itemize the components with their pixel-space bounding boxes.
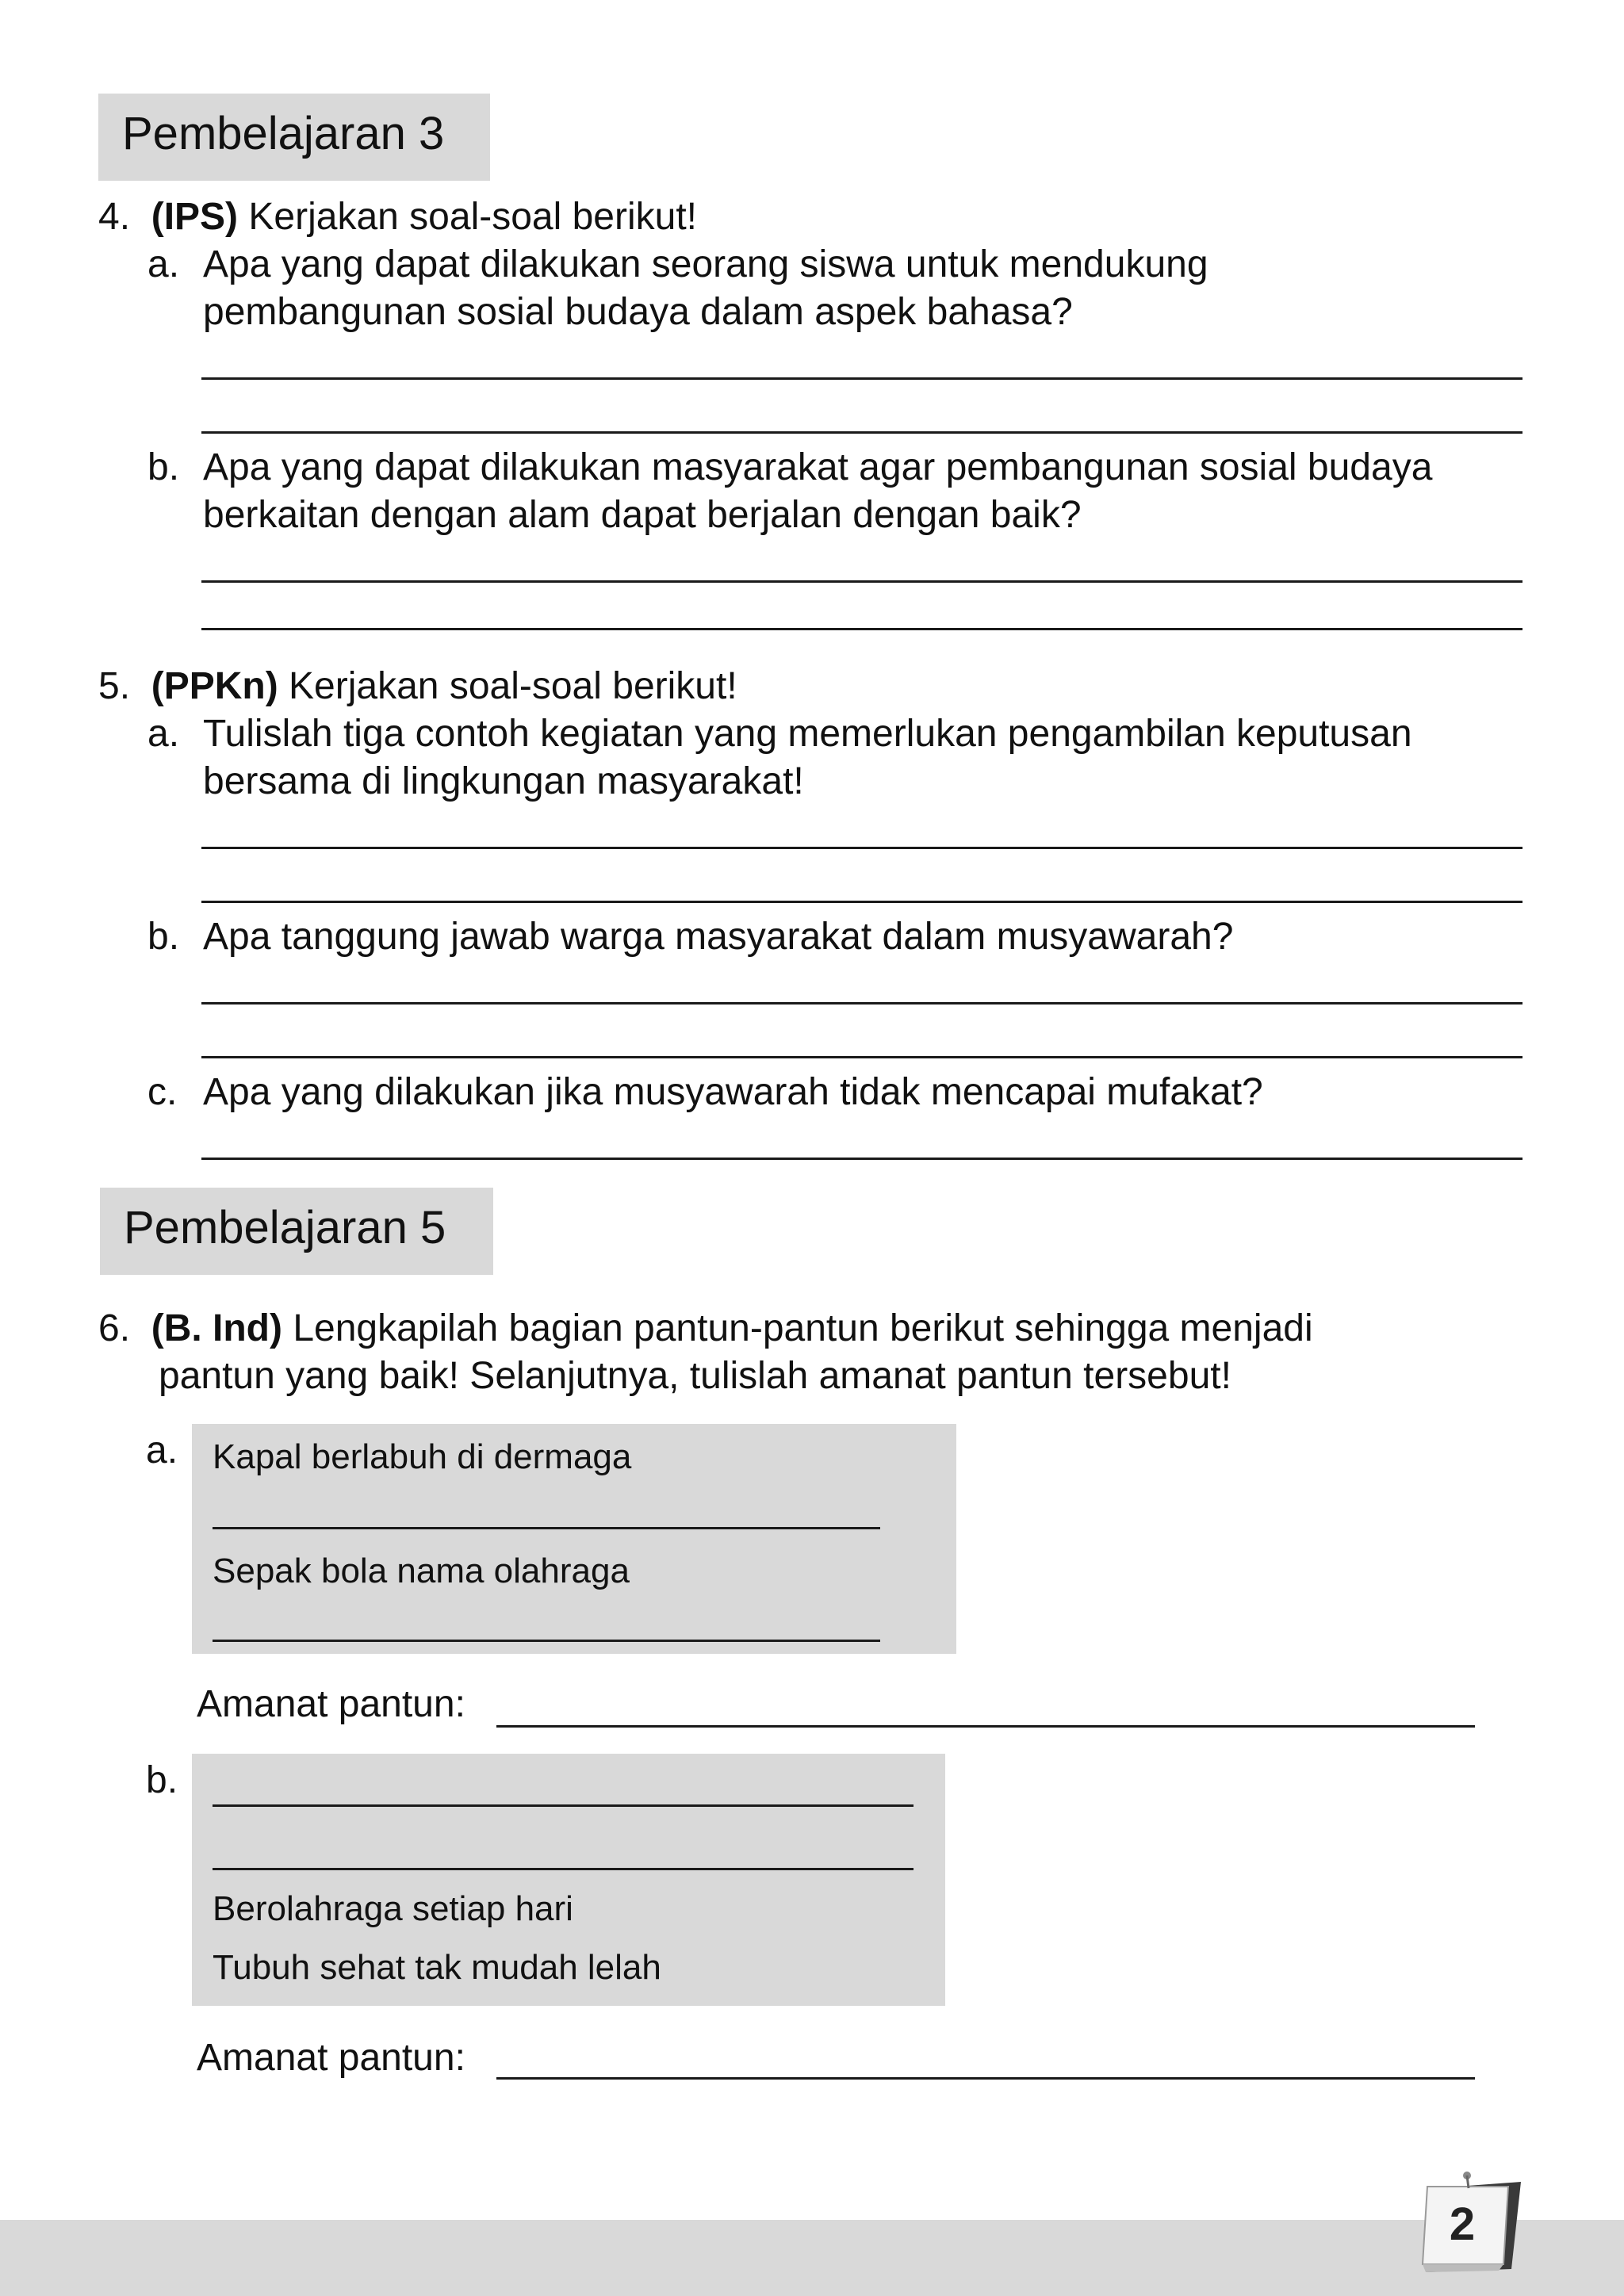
section-header-pembelajaran-5: Pembelajaran 5 — [100, 1188, 493, 1275]
pantun-answer-line[interactable] — [213, 1868, 914, 1870]
amanat-answer-line[interactable] — [496, 1725, 1475, 1728]
question-instruction: Lengkapilah bagian pantun-pantun berikut sehingga menjadi — [293, 1307, 1313, 1349]
question-5-heading — [98, 663, 737, 710]
item-label: a. — [147, 243, 180, 285]
answer-line[interactable] — [201, 901, 1522, 903]
question-number: 4. — [98, 196, 131, 238]
question-text: Apa yang dilakukan jika musyawarah tidak mencapai mufakat? — [203, 1071, 1263, 1113]
answer-line[interactable] — [201, 431, 1522, 434]
item-label: a. — [147, 713, 180, 755]
answer-line[interactable] — [201, 847, 1522, 849]
pantun-line: Berolahraga setiap hari — [213, 1889, 573, 1928]
pantun-answer-line[interactable] — [213, 1804, 914, 1807]
question-text: berkaitan dengan alam dapat berjalan dengan baik? — [203, 494, 1082, 536]
pantun-answer-line[interactable] — [213, 1527, 880, 1529]
subject-label: (IPS) — [151, 196, 239, 238]
amanat-label: Amanat pantun: — [197, 1683, 465, 1725]
section-header-pembelajaran-3: Pembelajaran 3 — [98, 94, 490, 181]
answer-line[interactable] — [201, 377, 1522, 380]
answer-line[interactable] — [201, 1158, 1522, 1160]
footer-band — [0, 2220, 1624, 2296]
amanat-label: Amanat pantun: — [197, 2037, 465, 2079]
amanat-answer-line[interactable] — [496, 2077, 1475, 2080]
answer-line[interactable] — [201, 1056, 1522, 1058]
question-text: Apa tanggung jawab warga masyarakat dalam musyawarah? — [203, 916, 1234, 958]
pantun-line: Sepak bola nama olahraga — [213, 1552, 630, 1590]
item-label: a. — [146, 1429, 178, 1471]
question-instruction: Kerjakan soal-soal berikut! — [289, 665, 737, 707]
subject-label: (B. Ind) — [151, 1307, 282, 1349]
page-number-badge — [1411, 2164, 1530, 2275]
pantun-answer-line[interactable] — [213, 1640, 880, 1642]
pantun-box-a — [192, 1424, 956, 1654]
item-label: b. — [147, 916, 180, 958]
subject-label: (PPKn) — [151, 665, 278, 707]
question-number: 5. — [98, 665, 131, 707]
item-label: b. — [146, 1759, 178, 1801]
question-text: Tulislah tiga contoh kegiatan yang memerlukan pengambilan keputusan — [203, 713, 1412, 755]
pantun-box-b — [192, 1754, 945, 2006]
question-instruction: Kerjakan soal-soal berikut! — [248, 196, 698, 238]
item-label: b. — [147, 446, 180, 488]
question-text: pembangunan sosial budaya dalam aspek bahasa? — [203, 291, 1073, 333]
question-number: 6. — [98, 1307, 131, 1349]
question-4-heading — [98, 193, 697, 241]
question-6-heading — [98, 1305, 1313, 1353]
question-text: bersama di lingkungan masyarakat! — [203, 760, 804, 802]
pantun-line: Kapal berlabuh di dermaga — [213, 1437, 632, 1476]
answer-line[interactable] — [201, 628, 1522, 630]
question-instruction-continued: pantun yang baik! Selanjutnya, tulislah amanat pantun tersebut! — [159, 1355, 1231, 1397]
item-label: c. — [147, 1071, 178, 1113]
page-number: 2 — [1449, 2198, 1476, 2250]
answer-line[interactable] — [201, 1002, 1522, 1004]
question-text: Apa yang dapat dilakukan seorang siswa untuk mendukung — [203, 243, 1208, 285]
pantun-line: Tubuh sehat tak mudah lelah — [213, 1948, 661, 1987]
question-text: Apa yang dapat dilakukan masyarakat agar pembangunan sosial budaya — [203, 446, 1433, 488]
answer-line[interactable] — [201, 580, 1522, 583]
